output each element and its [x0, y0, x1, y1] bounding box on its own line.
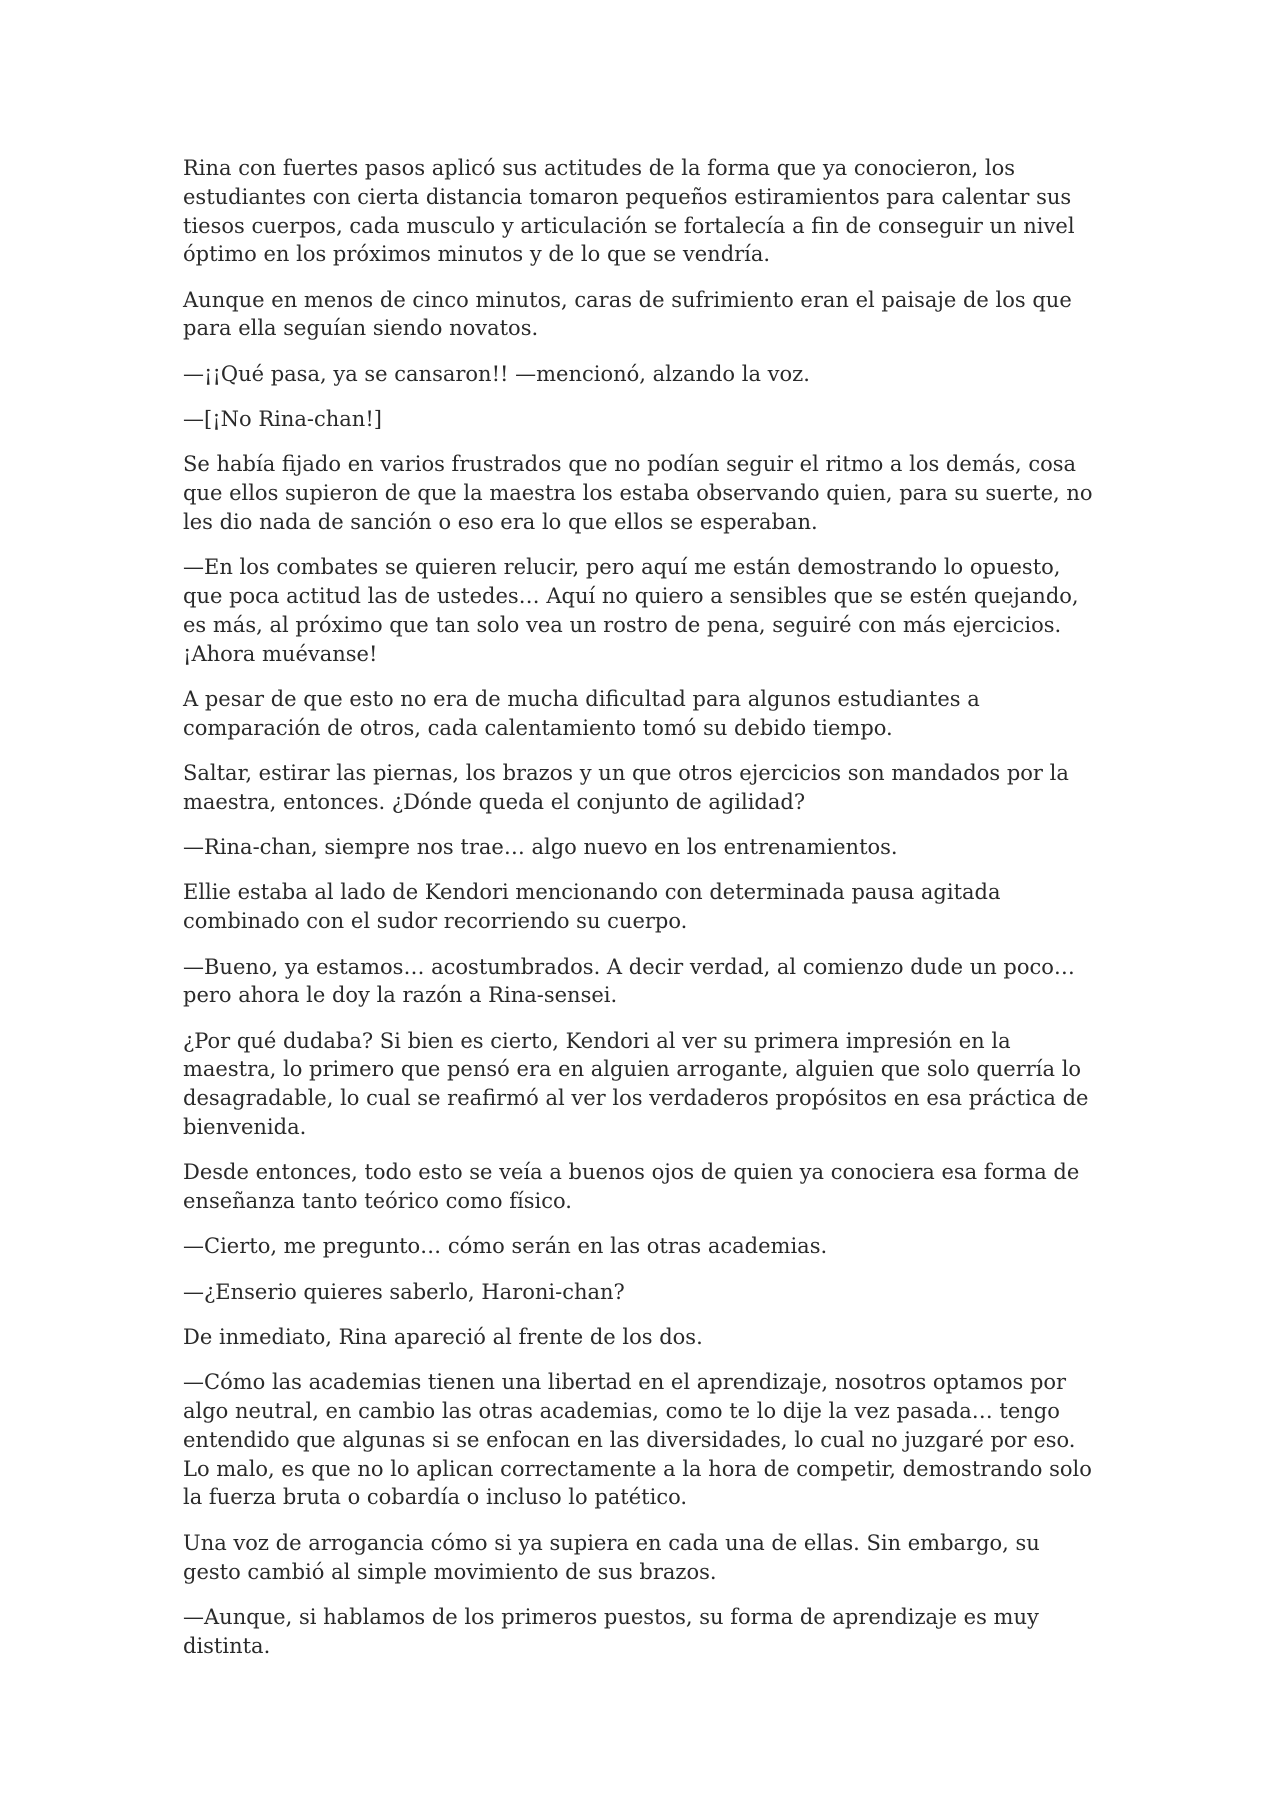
paragraph: Ellie estaba al lado de Kendori mencionando con determinada pausa agitada combinado con el sudor recorriendo su cuerpo.: [183, 880, 1001, 934]
dialogue-line: —¡¡Qué pasa, ya se cansaron!! —mencionó, alzando la voz.: [183, 361, 810, 386]
dialogue-line: —Cierto, me pregunto… cómo serán en las otras academias.: [183, 1234, 828, 1259]
paragraph: ¿Por qué dudaba? Si bien es cierto, Kendori al ver su primera impresión en la maestra, lo primero que pensó era en alguien arrogante, alguien que solo querría lo desagradable, lo cual se reafirmó al ver los verdaderos propósitos en esa práctica de bienvenida.: [183, 1028, 1089, 1140]
paragraph: Saltar, estirar las piernas, los brazos y un que otros ejercicios son mandados por la maestra, entonces. ¿Dónde queda el conjunto de agilidad?: [183, 761, 1069, 814]
paragraph: De inmediato, Rina apareció al frente de los dos.: [183, 1325, 703, 1349]
paragraph: A pesar de que esto no era de mucha dificultad para algunos estudiantes a comparación de otros, cada calentamiento tomó su debido tiempo.: [183, 686, 980, 740]
paragraph: Una voz de arrogancia cómo si ya supiera en cada una de ellas. Sin embargo, su gesto cambió al simple movimiento de sus brazos.: [183, 1530, 1040, 1584]
dialogue-line: —¿Enserio quieres saberlo, Haroni-chan?: [183, 1279, 625, 1304]
paragraph: Aunque en menos de cinco minutos, caras de sufrimiento eran el paisaje de los que para ella seguían siendo novatos.: [183, 287, 1072, 341]
dialogue-line: —Rina-chan, siempre nos trae… algo nuevo en los entrenamientos.: [183, 835, 898, 860]
body-text: [183, 154, 1103, 1677]
dialogue-line: —Bueno, ya estamos… acostumbrados. A decir verdad, al comienzo dude un poco… pero ahora le doy la razón a Rina-sensei.: [183, 954, 1075, 1008]
paragraph: Desde entonces, todo esto se veía a buenos ojos de quien ya conociera esa forma de enseñanza tanto teórico como físico.: [183, 1160, 1080, 1214]
paragraph: Se había fijado en varios frustrados que no podían seguir el ritmo a los demás, cosa que ellos supieron de que la maestra los estaba observando quien, para su suerte, no les dio nada de sanción o eso era lo que ellos se esperaban.: [183, 452, 1093, 534]
dialogue-line: —Aunque, si hablamos de los primeros puestos, su forma de aprendizaje es muy distinta.: [183, 1604, 1039, 1658]
dialogue-line: —[¡No Rina-chan!]: [183, 407, 382, 432]
paragraph: Rina con fuertes pasos aplicó sus actitudes de la forma que ya conocieron, los estudiantes con cierta distancia tomaron pequeños estiramientos para calentar sus tiesos cuerpos, cada musculo y articulación se fortalecía a fin de conseguir un nivel óptimo en los próximos minutos y de lo que se vendría.: [183, 156, 1075, 267]
dialogue-line: —Cómo las academias tienen una libertad en el aprendizaje, nosotros optamos por algo neutral, en cambio las otras academias, como te lo dije la vez pasada… tengo entendido que algunas si se enfocan en las diversidades, lo cual no juzgaré por eso. Lo malo, es que no lo aplican correctamente a la hora de competir, demostrando solo la fuerza bruta o cobardía o incluso lo patético.: [183, 1370, 1092, 1510]
dialogue-line: —En los combates se quieren relucir, pero aquí me están demostrando lo opuesto, que poca actitud las de ustedes… Aquí no quiero a sensibles que se estén quejando, es más, al próximo que tan solo vea un rostro de pena, seguiré con más ejercicios. ¡Ahora muévanse!: [183, 555, 1079, 666]
